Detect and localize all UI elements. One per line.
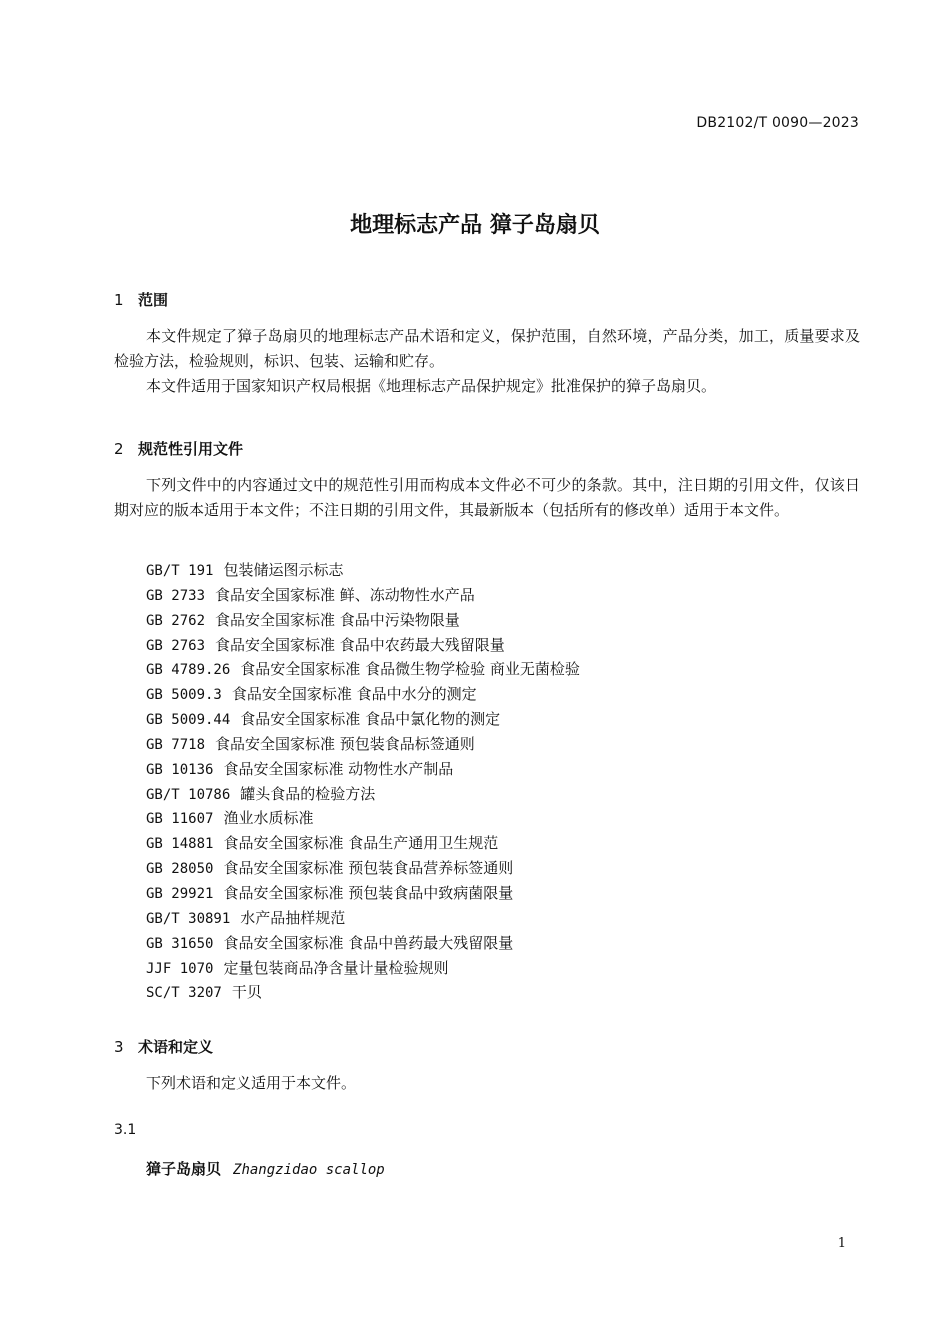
reference-code: GB 2762: [146, 612, 206, 629]
reference-code: GB 29921: [146, 885, 214, 902]
subsection-number: 3.1: [114, 1122, 137, 1138]
reference-title: 食品安全国家标准 食品中污染物限量: [215, 610, 460, 629]
section-title: 规范性引用文件: [138, 440, 244, 458]
reference-code: GB 2763: [146, 637, 206, 654]
terms-intro-paragraph: 下列术语和定义适用于本文件。: [146, 1074, 357, 1092]
reference-item: [146, 831, 580, 856]
reference-item: [146, 732, 580, 757]
reference-code: GB 5009.44: [146, 712, 231, 729]
reference-item: [146, 881, 580, 906]
references-intro-paragraph: 下列文件中的内容通过文中的规范性引用而构成本文件必不可少的条款。其中，注日期的引用文件，仅该日期对应的版本适用于本文件；不注日期的引用文件，其最新版本（包括所有的修改单）适用于本文件。: [114, 476, 860, 519]
term-entry: [146, 1158, 385, 1179]
reference-title: 食品安全国家标准 预包装食品中致病菌限量: [223, 883, 514, 902]
reference-item: [146, 906, 580, 931]
reference-title: 水产品抽样规范: [240, 908, 346, 927]
reference-code: GB 4789.26: [146, 662, 231, 679]
reference-code: JJF 1070: [146, 960, 214, 977]
reference-item: [146, 633, 580, 658]
section-title: 术语和定义: [138, 1038, 214, 1056]
reference-code: GB 10136: [146, 761, 214, 778]
reference-code: GB 31650: [146, 935, 214, 952]
reference-title: 食品安全国家标准 食品微生物学检验 商业无菌检验: [240, 660, 580, 679]
reference-item: [146, 608, 580, 633]
reference-title: 食品安全国家标准 动物性水产制品: [223, 759, 454, 778]
reference-item: [146, 956, 580, 981]
reference-item: [146, 657, 580, 682]
section-number: 1: [114, 291, 124, 309]
document-title: 地理标志产品 獐子岛扇贝: [350, 213, 600, 238]
reference-code: GB/T 30891: [146, 910, 231, 927]
reference-item: [146, 856, 580, 881]
reference-title: 食品安全国家标准 食品中兽药最大残留限量: [223, 933, 514, 952]
section-heading-scope: [114, 289, 168, 310]
section-heading-normative-references: [114, 438, 243, 459]
reference-item: [146, 757, 580, 782]
reference-title: 食品安全国家标准 食品中水分的测定: [231, 685, 477, 704]
reference-item: [146, 558, 580, 583]
reference-title: 食品安全国家标准 预包装食品标签通则: [215, 734, 475, 753]
reference-code: GB 14881: [146, 836, 214, 853]
reference-code: GB 11607: [146, 811, 214, 828]
reference-code: GB 28050: [146, 861, 214, 878]
reference-title: 渔业水质标准: [223, 809, 314, 828]
reference-title: 干贝: [231, 983, 262, 1002]
scope-paragraph-1: 本文件规定了獐子岛扇贝的地理标志产品术语和定义，保护范围，自然环境，产品分类，加工，质量要求及检验方法，检验规则，标识、包装、运输和贮存。: [114, 327, 860, 370]
reference-title: 食品安全国家标准 食品中农药最大残留限量: [215, 635, 505, 654]
reference-item: [146, 980, 580, 1005]
reference-title: 食品安全国家标准 预包装食品营养标签通则: [223, 859, 514, 878]
reference-item: [146, 682, 580, 707]
term-chinese: 獐子岛扇贝: [146, 1160, 222, 1178]
reference-title: 食品安全国家标准 食品生产通用卫生规范: [223, 834, 499, 853]
reference-list: [146, 558, 580, 1005]
reference-item: [146, 806, 580, 831]
reference-code: SC/T 3207: [146, 985, 222, 1002]
section-title: 范围: [138, 291, 169, 309]
term-english: Zhangzidao scallop: [233, 1162, 385, 1178]
reference-title: 定量包装商品净含量计量检验规则: [223, 958, 449, 977]
section-heading-terms: [114, 1036, 213, 1057]
reference-code: GB 2733: [146, 587, 206, 604]
reference-item: [146, 707, 580, 732]
reference-title: 包装储运图示标志: [223, 561, 344, 579]
document-code: DB2102/T 0090—2023: [696, 115, 859, 131]
reference-item: [146, 782, 580, 807]
reference-title: 食品安全国家标准 食品中氯化物的测定: [240, 710, 501, 729]
reference-item: [146, 583, 580, 608]
section-number: 3: [114, 1038, 124, 1056]
section-number: 2: [114, 440, 124, 458]
reference-title: 罐头食品的检验方法: [240, 784, 376, 803]
reference-code: GB/T 191: [146, 563, 214, 579]
reference-code: GB/T 10786: [146, 786, 231, 803]
reference-code: GB 7718: [146, 736, 206, 753]
scope-paragraph-2: 本文件适用于国家知识产权局根据《地理标志产品保护规定》批准保护的獐子岛扇贝。: [146, 377, 717, 395]
reference-title: 食品安全国家标准 鲜、冻动物性水产品: [215, 585, 475, 604]
page-number: 1: [837, 1236, 846, 1251]
reference-item: [146, 931, 580, 956]
reference-code: GB 5009.3: [146, 687, 222, 704]
